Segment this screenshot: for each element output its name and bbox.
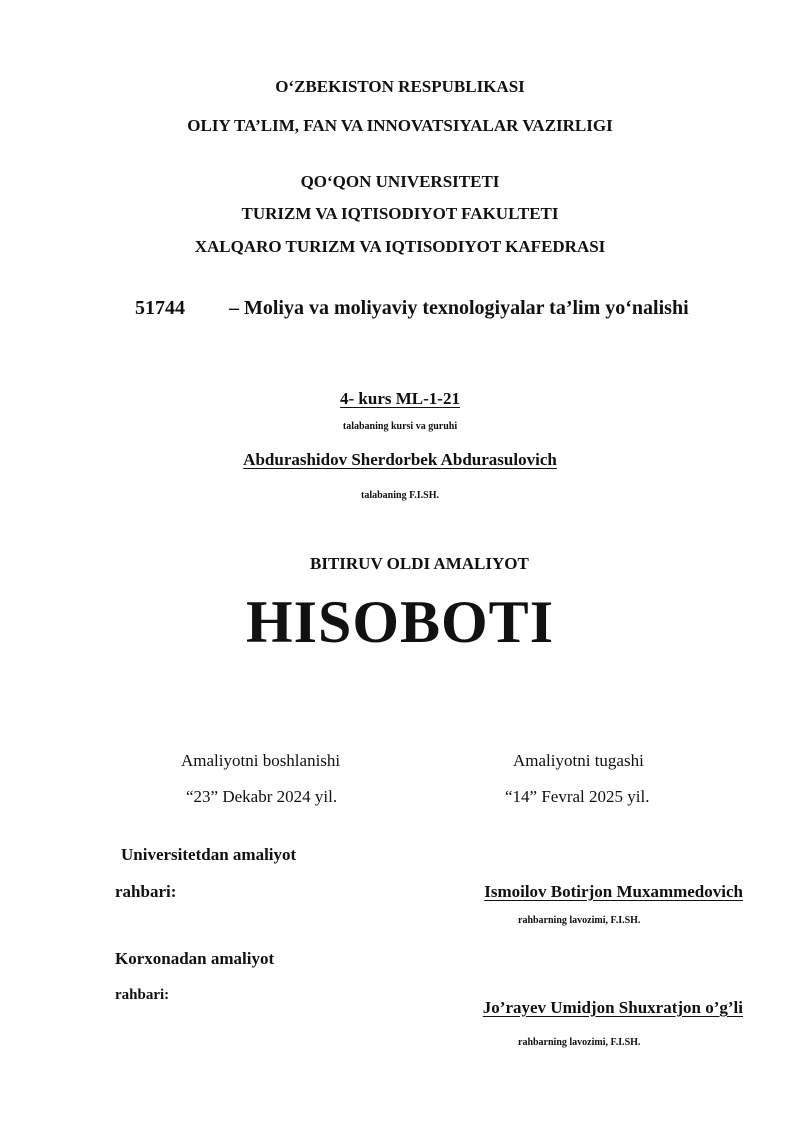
company-supervisor-label: Korxonadan amaliyot: [115, 949, 275, 968]
university-supervisor-caption: rahbarning lavozimi, F.I.SH.: [518, 915, 641, 926]
course-group: 4- kurs ML-1-21: [340, 389, 460, 408]
republic-heading: O‘ZBEKISTON RESPUBLIKASI: [275, 77, 525, 96]
course-group-caption: talabaning kursi va guruhi: [342, 421, 458, 432]
faculty-heading: TURIZM VA IQTISODIYOT FAKULTETI: [241, 204, 559, 223]
start-date-value: “23” Dekabr 2024 yil.: [186, 787, 338, 806]
company-supervisor-caption: rahbarning lavozimi, F.I.SH.: [518, 1037, 641, 1048]
company-supervisor-label-2: rahbari:: [115, 987, 170, 1003]
ministry-heading: OLIY TA’LIM, FAN VA INNOVATSIYALAR VAZIRLIGI: [187, 116, 613, 135]
student-name-caption: talabaning F.I.SH.: [361, 490, 439, 501]
direction-code: 51744: [135, 297, 185, 319]
university-supervisor-name: Ismoilov Botirjon Muxammedovich: [484, 882, 743, 901]
university-supervisor-label-2: rahbari:: [115, 882, 177, 901]
student-name: Abdurashidov Sherdorbek Abdurasulovich: [243, 450, 557, 469]
report-title: HISOBOTI: [245, 589, 555, 655]
university-heading: QO‘QON UNIVERSITETI: [300, 172, 500, 191]
company-supervisor-name: Jo’rayev Umidjon Shuxratjon o’g’li: [482, 998, 743, 1017]
start-date-label: Amaliyotni boshlanishi: [181, 751, 341, 770]
department-heading: XALQARO TURIZM VA IQTISODIYOT KAFEDRASI: [194, 237, 606, 256]
end-date-value: “14” Fevral 2025 yil.: [505, 787, 650, 806]
direction-name: – Moliya va moliyaviy texnologiyalar ta’lim yo‘nalishi: [229, 297, 689, 319]
end-date-label: Amaliyotni tugashi: [513, 751, 644, 770]
university-supervisor-label: Universitetdan amaliyot: [121, 845, 297, 864]
report-subtitle: BITIRUV OLDI AMALIYOT: [310, 554, 529, 573]
